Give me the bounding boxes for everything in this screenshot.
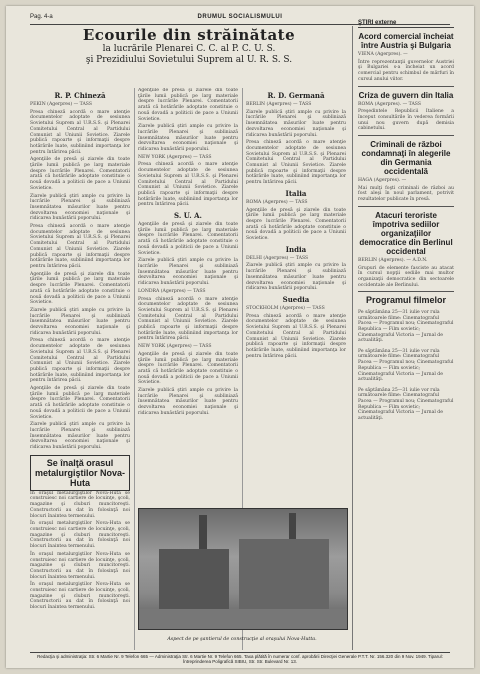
paragraph: În oraşul metalurgiştilor Nova-Huta se construiesc noi cartiere de locuinţe, şcoli, magazine şi cluburi muncitoreşti. Constructorii au dat în folosinţă noi blocuri înaintea termenului. bbox=[30, 521, 130, 550]
article-text bbox=[138, 222, 238, 417]
section-subtitle-2: şi Prezidiului Sovietului Suprem al U. R. S. S. bbox=[85, 55, 293, 65]
paragraph: Preşedintele Republicii Italiene a început consultările în vederea formării unui nou guvern după demisia cabinetului. bbox=[358, 109, 454, 132]
construction-photo bbox=[138, 508, 348, 630]
dateline: NEW YORK (Agerpres) — TASS bbox=[138, 154, 212, 160]
box-title: Se înalţă orasul metalurgiştilor Nova-Huta bbox=[34, 457, 126, 488]
paragraph: Agenţiile de presă şi ziarele din toate ţările lumii publică pe larg materiale despre lucrările Plenarei. Comentatorii arată că hotărârile adoptate constituie o nouă dovadă a politicii de pace a Uniunii Sovietice. bbox=[138, 222, 238, 256]
paragraph: Agenţiile de presă şi ziarele din toate ţările lumii publică pe larg materiale despre lucrările Plenarei. Comentatorii arată că hotărârile adoptate constituie o nouă dovadă a politicii de pace a Uniunii Sovietice. bbox=[30, 157, 130, 191]
paragraph: Presa chineză acordă o mare atenţie documentelor adoptate de sesiunea Sovietului Suprem al U.R.S.S. şi Plenarei Comitetului Central al Partidului Comunist al Uniunii Sovietice. Ziarele publică rapoarte şi informaţii despre hotărârile luate, subliniind importanţa lor pentru întărirea păcii. bbox=[30, 109, 130, 155]
dateline: BERLIN (Agerpres). — A.D.N. bbox=[358, 257, 428, 263]
article-text bbox=[246, 256, 346, 292]
paragraph: În oraşul metalurgiştilor Nova-Huta se construiesc noi cartiere de locuinţe, şcoli, magazine şi cluburi muncitoreşti. Constructorii au dat în folosinţă noi blocuri înaintea termenului. bbox=[30, 490, 130, 519]
building-shape bbox=[159, 549, 229, 609]
paragraph: Ziarele publică ştiri ample cu privire la lucrările Plenarei şi subliniază însemnătatea măsurilor luate pentru dezvoltarea economiei naţionale şi ridicarea bunăstării poporului. bbox=[30, 307, 130, 336]
news-title: Criminali de război condamnaţi în alegerile din Germania occidentală bbox=[361, 140, 451, 177]
paragraph: Pe săptămâna 25—31 iulie vor rula următoarele filme: Cinematograful Pacea — Programul nou; Cinematograful Republica — Film sovietic; Cinematograful Victoria — Jurnal de actualităţi. bbox=[358, 309, 454, 344]
column-heading: S. U. A. bbox=[174, 211, 202, 221]
section-title: Ecourile din străinătate bbox=[82, 26, 296, 44]
column-heading: Italia bbox=[285, 188, 307, 198]
news-title: Atacuri teroriste împotriva sediilor organizaţiilor democratice din Berlinul occidental bbox=[359, 210, 453, 256]
paragraph: Agenţiile de presă şi ziarele din toate ţările lumii publică pe larg materiale despre lucrările Plenarei. Comentatorii arată că hotărârile adoptate constituie o nouă dovadă a politicii de pace a Uniunii Sovietice. bbox=[138, 88, 238, 122]
news-title: Programul filmelor bbox=[365, 295, 446, 306]
sidebar-heading: ŞTIRI externe bbox=[358, 20, 454, 28]
photo-caption: Aspect de pe şantierul de construcţie al oraşului Nova-Hutta. bbox=[167, 637, 317, 642]
paragraph: Ziarele publică ştiri ample cu privire la lucrările Plenarei şi subliniază însemnătatea măsurilor luate pentru dezvoltarea economiei naţionale şi ridicarea bunăstării poporului. bbox=[138, 258, 238, 287]
paragraph: În oraşul metalurgiştilor Nova-Huta se construiesc noi cartiere de locuinţe, şcoli, magazine şi cluburi muncitoreşti. Constructorii au dat în folosinţă noi blocuri înaintea termenului. bbox=[30, 582, 130, 611]
column-heading: India bbox=[285, 244, 307, 254]
paragraph: Ziarele publică ştiri ample cu privire la lucrările Plenarei şi subliniază însemnătatea măsurilor luate pentru dezvoltarea economiei naţionale şi ridicarea bunăstării poporului. bbox=[30, 422, 130, 451]
paragraph: Presa chineză acordă o mare atenţie documentelor adoptate de sesiunea Sovietului Suprem al U.R.S.S. şi Plenarei Comitetului Central al Partidului Comunist al Uniunii Sovietice. Ziarele publică rapoarte şi informaţii despre hotărârile luate, subliniind importanţa lor pentru întărirea păcii. bbox=[138, 162, 238, 208]
paragraph: Agenţiile de presă şi ziarele din toate ţările lumii publică pe larg materiale despre lucrările Plenarei. Comentatorii arată că hotărârile adoptate constituie o nouă dovadă a politicii de pace a Uniunii Sovietice. bbox=[246, 207, 346, 242]
separator bbox=[358, 86, 454, 87]
news-text bbox=[358, 258, 454, 289]
paragraph: Ziarele publică ştiri ample cu privire la lucrările Plenarei şi subliniază însemnătatea măsurilor luate pentru dezvoltarea economiei naţionale şi ridicarea bunăstării poporului. bbox=[246, 263, 346, 292]
news-text bbox=[358, 178, 454, 203]
separator bbox=[358, 291, 454, 292]
paragraph: Pe săptămâna 25—31 iulie vor rula următoarele filme: Cinematograful Pacea — Programul nou; Cinematograful Republica — Film sovietic; Cinematograful Victoria — Jurnal de actualităţi. bbox=[358, 348, 454, 383]
dateline: ROMA (Agerpres) — TASS bbox=[246, 199, 308, 205]
paragraph: Între reprezentanţii guvernelor Austriei şi Bulgariei s-a încheiat un acord comercial pentru schimbul de mărfuri în cursul anului viitor. bbox=[358, 59, 454, 82]
paragraph: Presa chineză acordă o mare atenţie documentelor adoptate de sesiunea Sovietului Suprem al U.R.S.S. şi Plenarei Comitetului Central al Partidului Comunist al Uniunii Sovietice. Ziarele publică rapoarte şi informaţii despre hotărârile luate, subliniind importanţa lor pentru întărirea păcii. bbox=[30, 224, 130, 269]
dateline: STOCKHOLM (Agerpres) — TASS bbox=[246, 305, 325, 311]
paragraph: Ziarele publică ştiri ample cu privire la lucrările Plenarei şi subliniază însemnătatea măsurilor luate pentru dezvoltarea economiei naţionale şi ridicarea bunăstării poporului. bbox=[138, 388, 238, 416]
paragraph: Ziarele publică ştiri ample cu privire la lucrările Plenarei şi subliniază însemnătatea măsurilor luate pentru dezvoltarea economiei naţionale şi ridicarea bunăstării poporului. bbox=[246, 109, 346, 138]
dateline: BERLIN (Agerpres) — TASS bbox=[246, 102, 312, 107]
film-program bbox=[358, 310, 454, 422]
paragraph: Grupuri de elemente fasciste au atacat în cursul nopţii sediile mai multor organizaţii democratice din sectoarele occidentale ale Berlinului. bbox=[358, 265, 454, 288]
newspaper-page bbox=[6, 6, 474, 668]
dateline: NEW YORK (Agerpres) — TASS bbox=[138, 344, 212, 350]
news-text bbox=[358, 102, 454, 133]
article-text bbox=[138, 88, 238, 208]
separator bbox=[358, 135, 454, 136]
dateline: DELHI (Agerpres) — TASS bbox=[246, 255, 309, 261]
dateline: ROMA (Agerpres). — TASS bbox=[358, 101, 421, 107]
paragraph: Presa chineză acordă o mare atenţie documentelor adoptate de sesiunea Sovietului Suprem al U.R.S.S. şi Plenarei Comitetului Central al Partidului Comunist al Uniunii Sovietice. Ziarele publică rapoarte şi informaţii despre hotărârile luate, subliniind importanţa lor pentru întărirea păcii. bbox=[246, 313, 346, 359]
paragraph: Ziarele publică ştiri ample cu privire la lucrările Plenarei şi subliniază însemnătatea măsurilor luate pentru dezvoltarea economiei naţionale şi ridicarea bunăstării poporului. bbox=[138, 124, 238, 153]
sidebar-news bbox=[358, 20, 454, 650]
sidebar-divider bbox=[352, 26, 353, 650]
column-heading: R. P. Chineză bbox=[54, 91, 106, 100]
article-text bbox=[246, 102, 346, 186]
news-title: Acord comercial încheiat între Austria şi Bulgaria bbox=[358, 32, 454, 50]
article-box bbox=[30, 455, 130, 491]
paragraph: Pe săptămâna 25—31 iulie vor rula următoarele filme: Cinematograful Pacea — Programul nou; Cinematograful Republica — Film sovietic; Cinematograful Victoria — Jurnal de actualităţi. bbox=[358, 387, 454, 422]
section-banner bbox=[30, 26, 348, 86]
column-1 bbox=[30, 88, 130, 650]
article-text bbox=[246, 200, 346, 242]
paragraph: Presa chineză acordă o mare atenţie documentelor adoptate de sesiunea Sovietului Suprem al U.R.S.S. şi Plenarei Comitetului Central al Partidului Comunist al Uniunii Sovietice. Ziarele publică rapoarte şi informaţii despre hotărârile luate, subliniind importanţa lor pentru întărirea păcii. bbox=[138, 296, 238, 342]
paragraph: Mai mulţi foşti criminali de război au fost aleşi în noul parlament, potrivit rezultatelor publicate în presă. bbox=[358, 185, 454, 203]
page-number: Pag. 4-a bbox=[30, 14, 53, 20]
news-text bbox=[358, 52, 454, 83]
paragraph: Ziarele publică ştiri ample cu privire la lucrările Plenarei şi subliniază însemnătatea măsurilor luate pentru dezvoltarea economiei naţionale şi ridicarea bunăstării poporului. bbox=[30, 193, 130, 222]
page-footer: Redacţia şi administraţia: Str. 6 Martie Nr. 9 Telefon 665 — Administraţia Str. 6 Martie Nr. 9 Telefon 665. Taxa plătită în numerar conf. aprobării Direcţiei Generale P.T.T. Nr. 156.320 din 9 Nov. 1949. Tiparul: Întreprinderea Poligrafică SIBIU, Str. Str. Bulevard Nr. 13. bbox=[30, 652, 450, 664]
ground-shape bbox=[139, 609, 347, 629]
paragraph: Agenţiile de presă şi ziarele din toate ţările lumii publică pe larg materiale despre lucrările Plenarei. Comentatorii arată că hotărârile adoptate constituie o nouă dovadă a politicii de pace a Uniunii Sovietice. bbox=[30, 271, 130, 306]
paragraph: În oraşul metalurgiştilor Nova-Huta se construiesc noi cartiere de locuinţe, şcoli, magazine şi cluburi muncitoreşti. Constructorii au dat în folosinţă noi blocuri înaintea termenului. bbox=[30, 551, 130, 580]
paragraph: Presa chineză acordă o mare atenţie documentelor adoptate de sesiunea Sovietului Suprem al U.R.S.S. şi Plenarei Comitetului Central al Partidului Comunist al Uniunii Sovietice. Ziarele publică rapoarte şi informaţii despre hotărârile luate, subliniind importanţa lor pentru întărirea păcii. bbox=[246, 140, 346, 186]
column-heading: Suedia bbox=[282, 294, 310, 304]
dateline: PEKIN (Agerpres) — TASS bbox=[30, 102, 92, 107]
paragraph: Presa chineză acordă o mare atenţie documentelor adoptate de sesiunea Sovietului Suprem al U.R.S.S. şi Plenarei Comitetului Central al Partidului Comunist al Uniunii Sovietice. Ziarele publică rapoarte şi informaţii despre hotărârile luate, subliniind importanţa lor pentru întărirea păcii. bbox=[30, 338, 130, 384]
news-title: Criza de guvern din Italia bbox=[358, 90, 454, 100]
column-heading: R. D. Germană bbox=[267, 91, 325, 100]
box-text bbox=[30, 491, 130, 611]
dateline: VIENA (Agerpres). — bbox=[358, 52, 408, 57]
paper-name: DRUMUL SOCIALISMULUI bbox=[197, 14, 283, 20]
dateline: HAGA (Agerpres). — bbox=[358, 178, 407, 184]
article-text bbox=[30, 102, 130, 451]
separator bbox=[358, 206, 454, 207]
section-subtitle-1: la lucrările Plenarei C. C. al P. C. U. S. bbox=[102, 44, 276, 54]
main-section bbox=[30, 26, 348, 650]
article-text bbox=[246, 306, 346, 359]
paragraph: Agenţiile de presă şi ziarele din toate ţările lumii publică pe larg materiale despre lucrările Plenarei. Comentatorii arată că hotărârile adoptate constituie o nouă dovadă a politicii de pace a Uniunii Sovietice. bbox=[30, 386, 130, 420]
building-shape bbox=[239, 539, 329, 609]
paragraph: Agenţiile de presă şi ziarele din toate ţările lumii publică pe larg materiale despre lucrările Plenarei. Comentatorii arată că hotărârile adoptate constituie o nouă dovadă a politicii de pace a Uniunii Sovietice. bbox=[138, 351, 238, 386]
column-divider bbox=[134, 88, 135, 650]
dateline: LONDRA (Agerpres) — TASS bbox=[138, 288, 206, 294]
